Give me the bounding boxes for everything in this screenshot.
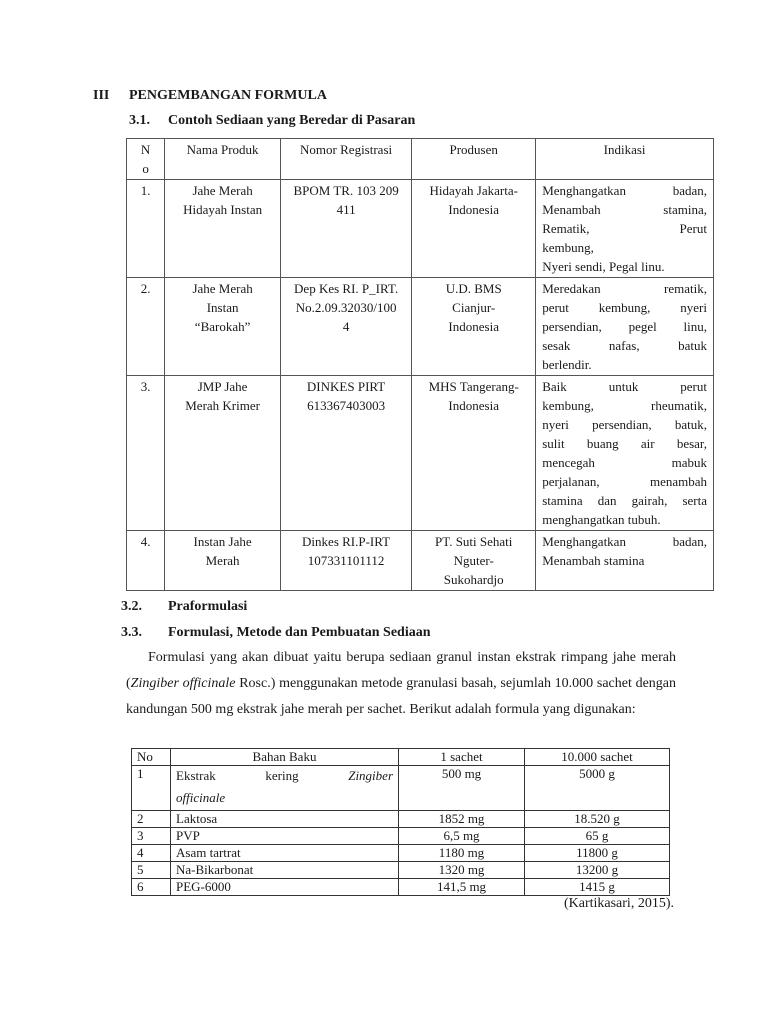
row-produsen-line: Indonesia <box>448 202 499 217</box>
row-no: 2. <box>127 278 165 376</box>
row-1-sachet: 6,5 mg <box>399 828 525 845</box>
row-indikasi-line: kembung, rheumatik, <box>542 398 707 413</box>
row-bahan: PEG-6000 <box>171 879 399 896</box>
row-bahan-line <box>176 766 393 786</box>
row-no: 6 <box>132 879 171 896</box>
row-10000-sachet: 5000 g <box>525 766 670 811</box>
table-row <box>132 845 670 862</box>
row-indikasi <box>536 376 714 531</box>
table-row <box>127 531 714 591</box>
row-indikasi-line: Menambah stamina, <box>542 202 707 217</box>
row-indikasi-line: Rematik, Perut <box>542 221 707 236</box>
table-row <box>132 862 670 879</box>
row-bahan: Asam tartrat <box>171 845 399 862</box>
row-10000-sachet: 13200 g <box>525 862 670 879</box>
row-nama-line: Jahe Merah <box>192 183 253 198</box>
row-nama-line: Instan <box>206 300 239 315</box>
subsection-3-1-number: 3.1. <box>129 113 150 128</box>
row-produsen-line: Cianjur- <box>452 300 496 315</box>
subsection-3-3-title: Formulasi, Metode dan Pembuatan Sediaan <box>168 625 431 640</box>
row-10000-sachet: 65 g <box>525 828 670 845</box>
formula-table-header <box>132 749 670 766</box>
products-table-header <box>127 139 714 180</box>
table-row <box>132 879 670 896</box>
row-bahan-latin: Zingiber <box>348 768 394 783</box>
row-indikasi-line: Meredakan rematik, <box>542 281 707 296</box>
col-produsen-header: Produsen <box>412 139 536 180</box>
row-produsen-line: Hidayah Jakarta- <box>429 183 518 198</box>
table-row <box>127 376 714 531</box>
col-nama-header: Nama Produk <box>165 139 281 180</box>
products-table <box>126 138 714 591</box>
row-nomor-line: Dep Kes RI. P_IRT. <box>294 281 399 296</box>
row-no: 4. <box>127 531 165 591</box>
row-no: 1. <box>127 180 165 278</box>
row-nama <box>165 278 281 376</box>
row-indikasi-line: kembung, <box>542 240 594 255</box>
row-nama <box>165 180 281 278</box>
row-bahan: Na-Bikarbonat <box>171 862 399 879</box>
col-indikasi-header: Indikasi <box>536 139 714 180</box>
col-no-header-line1: N <box>140 142 151 157</box>
col-no-header: No <box>132 749 171 766</box>
row-nomor-line: DINKES PIRT <box>306 379 386 394</box>
row-1-sachet: 141,5 mg <box>399 879 525 896</box>
row-nomor <box>280 278 411 376</box>
row-indikasi <box>536 180 714 278</box>
subsection-3-2-title: Praformulasi <box>168 599 248 614</box>
row-nama-line: Merah Krimer <box>185 398 260 413</box>
section-title: PENGEMBANGAN FORMULA <box>129 88 327 103</box>
row-indikasi-line: perjalanan, menambah <box>542 474 707 489</box>
row-indikasi-line: Menambah stamina <box>542 553 645 568</box>
row-produsen-line: Sukohardjo <box>443 572 504 587</box>
row-nama-line: “Barokah” <box>194 319 251 334</box>
row-produsen-line: U.D. BMS <box>445 281 502 296</box>
row-indikasi-line: perut kembung, nyeri <box>542 300 707 315</box>
row-indikasi-line: sesak nafas, batuk <box>542 338 707 353</box>
formula-table <box>131 748 670 896</box>
row-nomor-line: 613367403003 <box>307 398 386 413</box>
row-indikasi <box>536 278 714 376</box>
row-nomor-line: 107331101112 <box>307 553 385 568</box>
row-produsen <box>412 278 536 376</box>
row-1-sachet: 500 mg <box>399 766 525 811</box>
col-10000-sachet-header: 10.000 sachet <box>525 749 670 766</box>
row-nama-line: Hidayah Instan <box>183 202 263 217</box>
row-produsen-line: Indonesia <box>448 319 499 334</box>
row-indikasi-line: persendian, pegel linu, <box>542 319 707 334</box>
paragraph-text-2: Rosc.) menggunakan metode granulasi basah, sejumlah 10.000 sachet dengan kandungan 500 mg ekstrak jahe merah per sachet. Berikut adalah formula yang digunakan: <box>126 676 677 717</box>
row-10000-sachet: 1415 g <box>525 879 670 896</box>
col-no-header-line2: o <box>142 161 149 176</box>
row-nomor-line: BPOM TR. 103 209 <box>293 183 399 198</box>
col-nomor-header: Nomor Registrasi <box>280 139 411 180</box>
row-produsen-line: Indonesia <box>448 398 499 413</box>
row-indikasi-line: sulit buang air besar, <box>542 436 707 451</box>
section-number: III <box>93 88 110 103</box>
row-nama-line: Jahe Merah <box>192 281 253 296</box>
row-nama-line: JMP Jahe <box>197 379 248 394</box>
row-nama <box>165 376 281 531</box>
row-bahan-latin: officinale <box>176 790 226 805</box>
row-no: 4 <box>132 845 171 862</box>
formulation-paragraph <box>126 645 676 723</box>
row-1-sachet: 1180 mg <box>399 845 525 862</box>
row-bahan <box>171 766 399 811</box>
row-nomor <box>280 531 411 591</box>
row-produsen <box>412 376 536 531</box>
row-no: 3 <box>132 828 171 845</box>
row-produsen-line: Nguter- <box>453 553 494 568</box>
paragraph-text-1: Formulasi yang akan dibuat yaitu berupa sediaan granul instan ekstrak rimpang jahe merah ( <box>126 650 676 691</box>
row-indikasi-line: Menghangatkan badan, <box>542 183 707 198</box>
subsection-3-1-title: Contoh Sediaan yang Beredar di Pasaran <box>168 113 416 128</box>
row-indikasi-line: nyeri persendian, batuk, <box>542 417 707 432</box>
row-indikasi-line: berlendir. <box>542 357 592 372</box>
row-1-sachet: 1852 mg <box>399 811 525 828</box>
row-nomor-line: No.2.09.32030/100 <box>295 300 397 315</box>
row-indikasi-line: stamina dan gairah, serta <box>542 493 707 508</box>
row-nama-line: Merah <box>205 553 240 568</box>
row-produsen <box>412 531 536 591</box>
row-10000-sachet: 11800 g <box>525 845 670 862</box>
row-nomor <box>280 180 411 278</box>
row-produsen-line: PT. Suti Sehati <box>435 534 513 549</box>
row-nomor-line: 4 <box>342 319 350 334</box>
row-indikasi-line: Baik untuk perut <box>542 379 707 394</box>
citation: (Kartikasari, 2015). <box>563 896 674 911</box>
col-bahan-header: Bahan Baku <box>171 749 399 766</box>
row-1-sachet: 1320 mg <box>399 862 525 879</box>
row-produsen-line: MHS Tangerang- <box>428 379 519 394</box>
row-bahan: PVP <box>171 828 399 845</box>
table-row <box>132 828 670 845</box>
row-nomor <box>280 376 411 531</box>
row-nama-line: Instan Jahe <box>193 534 252 549</box>
row-indikasi <box>536 531 714 591</box>
row-no: 3. <box>127 376 165 531</box>
row-bahan-line <box>176 786 393 810</box>
row-nomor-line: 411 <box>336 202 356 217</box>
row-indikasi-line: Nyeri sendi, Pegal linu. <box>542 259 665 274</box>
subsection-3-2-number: 3.2. <box>121 599 142 614</box>
row-bahan-word: kering <box>265 768 299 783</box>
row-nama <box>165 531 281 591</box>
row-indikasi-line: mencegah mabuk <box>542 455 707 470</box>
table-row <box>132 811 670 828</box>
row-indikasi-line: menghangatkan tubuh. <box>542 512 661 527</box>
table-row <box>127 180 714 278</box>
col-1-sachet-header: 1 sachet <box>399 749 525 766</box>
col-no-header <box>127 139 165 180</box>
subsection-3-3-number: 3.3. <box>121 625 142 640</box>
row-bahan-word: Ekstrak <box>176 768 216 783</box>
row-produsen <box>412 180 536 278</box>
row-no: 5 <box>132 862 171 879</box>
table-row <box>132 766 670 811</box>
row-no: 2 <box>132 811 171 828</box>
paragraph-latin-name: Zingiber officinale <box>130 676 236 691</box>
row-10000-sachet: 18.520 g <box>525 811 670 828</box>
table-row <box>127 278 714 376</box>
row-indikasi-line: Menghangatkan badan, <box>542 534 707 549</box>
row-no: 1 <box>132 766 171 811</box>
row-nomor-line: Dinkes RI.P-IRT <box>302 534 391 549</box>
row-bahan: Laktosa <box>171 811 399 828</box>
